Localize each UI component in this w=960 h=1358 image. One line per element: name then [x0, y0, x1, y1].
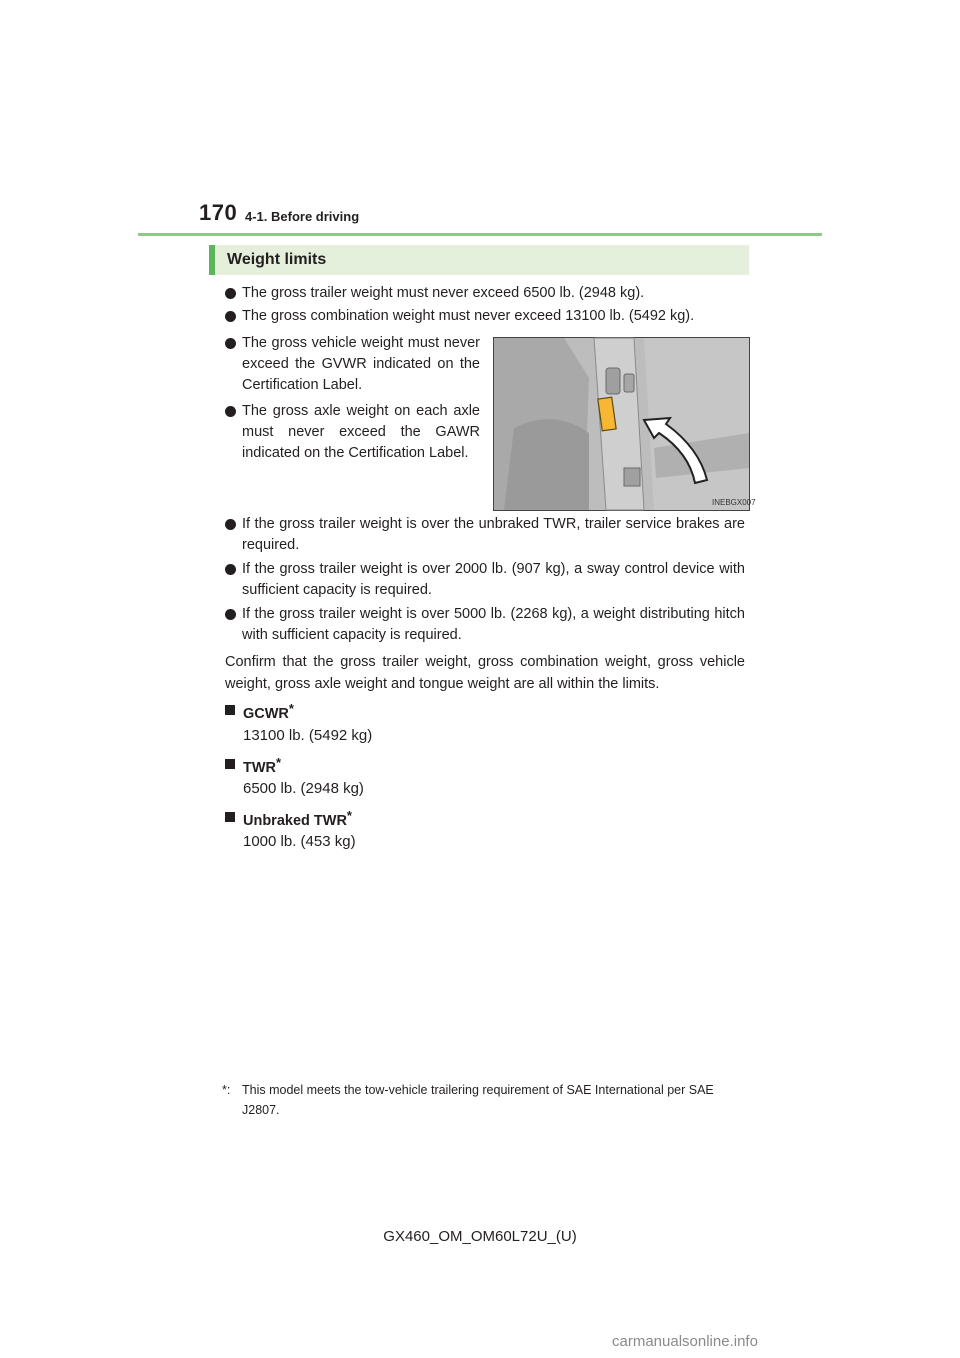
photo-code: INEBGX007 — [712, 498, 756, 507]
footnote-mark: * — [346, 808, 352, 823]
section-title: 4-1. Before driving — [245, 209, 360, 224]
bullet-dot-icon — [225, 288, 236, 299]
bullet-dot-icon — [225, 564, 236, 575]
certification-label-photo — [493, 337, 756, 511]
footnote-mark: * — [276, 755, 282, 770]
spec-value-gcwr: 13100 lb. (5492 kg) — [243, 727, 373, 744]
door-pillar-illustration — [494, 338, 756, 510]
header-rule — [138, 233, 822, 236]
spec-value-unbraked-twr: 1000 lb. (453 kg) — [243, 833, 356, 850]
document-code: GX460_OM_OM60L72U_(U) — [383, 1228, 577, 1245]
bullet-text: If the gross trailer weight is over the unbraked TWR, trailer service brakes are required. — [242, 516, 745, 553]
bullet-dot-icon — [225, 311, 236, 322]
bullet-dot-icon — [225, 406, 236, 417]
spec-label: GCWR — [243, 706, 289, 722]
spec-heading-gcwr — [225, 701, 525, 721]
bullet-text: The gross vehicle weight must never exceed the GVWR indicated on the Certification Label. — [242, 335, 480, 393]
bullet-text: The gross combination weight must never exceed 13100 lb. (5492 kg). — [242, 308, 695, 324]
spec-label: TWR — [243, 760, 277, 776]
bullet-dot-icon — [225, 609, 236, 620]
bullet-text: The gross trailer weight must never exceed 6500 lb. (2948 kg). — [242, 285, 645, 301]
spec-label: Unbraked TWR — [243, 813, 347, 829]
square-bullet-icon — [225, 705, 235, 715]
footnote-mark: * — [288, 701, 294, 716]
watermark: carmanualsonline.info — [612, 1333, 758, 1350]
footnote-text: This model meets the tow-vehicle trailering requirement of SAE International per SAE J2807. — [242, 1083, 714, 1117]
bullet-text: If the gross trailer weight is over 5000 lb. (2268 kg), a weight distributing hitch with sufficient capacity is required. — [242, 606, 745, 643]
square-bullet-icon — [225, 759, 235, 769]
bullet-dot-icon — [225, 519, 236, 530]
bullet-text: The gross axle weight on each axle must never exceed the GAWR indicated on the Certification Label. — [242, 403, 480, 461]
weight-limits-heading — [209, 245, 749, 275]
bullet-text: If the gross trailer weight is over 2000 lb. (907 kg), a sway control device with sufficient capacity is required. — [242, 561, 745, 598]
page-number: 170 — [199, 200, 238, 225]
spec-heading-twr — [225, 755, 525, 775]
spec-value-twr: 6500 lb. (2948 kg) — [243, 780, 364, 797]
footnote-marker: *: — [222, 1083, 231, 1097]
weight-limits-title: Weight limits — [227, 251, 327, 268]
confirm-paragraph: Confirm that the gross trailer weight, gross combination weight, gross vehicle weight, gross axle weight and tongue weight are all within the limits. — [225, 654, 745, 692]
spec-heading-unbraked-twr — [225, 808, 525, 828]
bullet-dot-icon — [225, 338, 236, 349]
square-bullet-icon — [225, 812, 235, 822]
